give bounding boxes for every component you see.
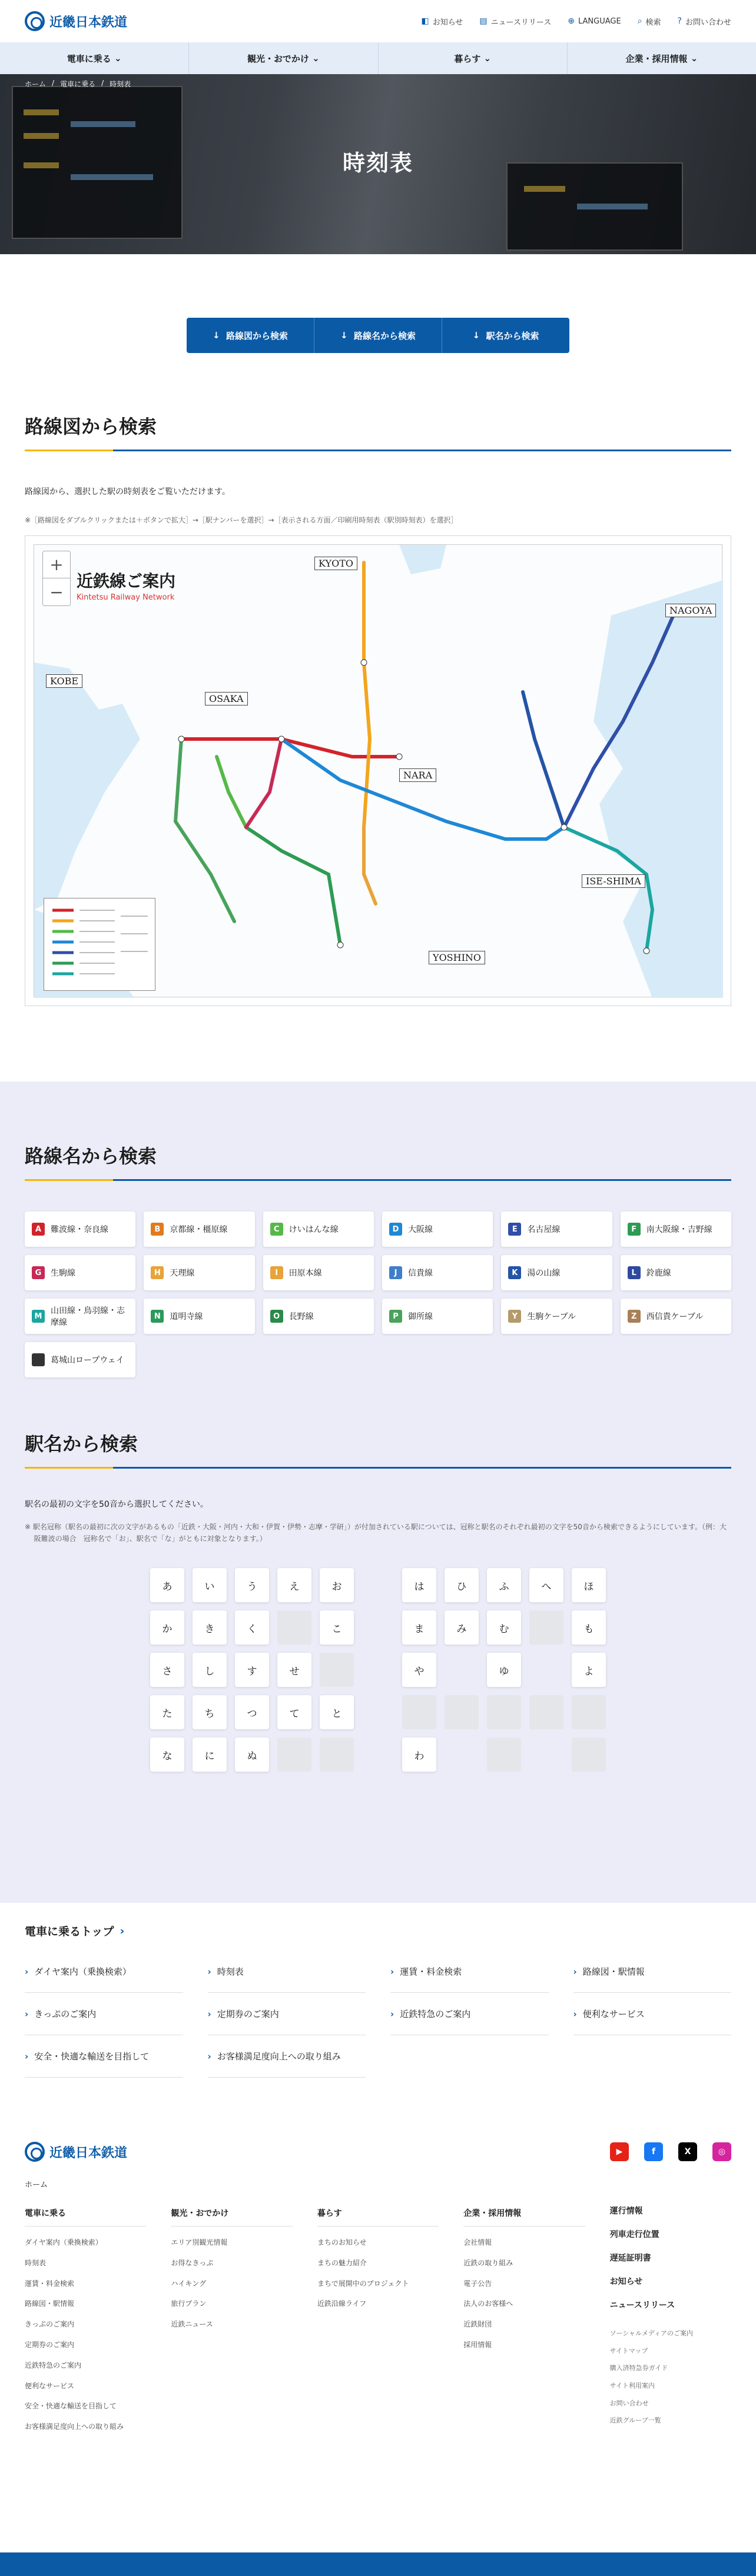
kana-button-disabled	[529, 1695, 563, 1729]
zoom-in-button[interactable]: +	[43, 551, 70, 579]
kana-button[interactable]: ひ	[445, 1568, 479, 1602]
kana-empty	[445, 1653, 479, 1687]
related-link[interactable]	[390, 1993, 549, 2035]
kana-empty	[529, 1653, 563, 1687]
map-section-title: 路線図から検索	[25, 412, 731, 451]
map-section-note: ※［路線図をダブルクリックまたは＋ボタンで拡大］→［駅ナンバーを選択］→［表示される方面／印刷用時刻表（駅別時刻表）を選択］	[25, 515, 458, 524]
tab-station-search[interactable]: ↓ 駅名から検索	[472, 330, 539, 341]
footer-link[interactable]: ダイヤ案内（乗換検索）	[25, 2238, 102, 2246]
line-item[interactable]	[144, 1299, 254, 1334]
footer-columns	[25, 2207, 731, 2437]
line-item[interactable]	[263, 1299, 374, 1334]
chevron-right-icon: ›	[25, 1966, 29, 1977]
footer-column-heading[interactable]: 企業・採用情報	[463, 2207, 585, 2226]
kana-button[interactable]: み	[445, 1610, 479, 1645]
line-badge: P	[389, 1310, 402, 1323]
city-kobe: KOBE	[46, 674, 82, 688]
footer-link[interactable]: 法人のお客様へ	[463, 2299, 513, 2308]
related-link-label: 時刻表	[217, 1966, 244, 1977]
youtube-icon[interactable]: ▶	[610, 2142, 629, 2161]
kana-button-disabled	[445, 1695, 479, 1729]
footer-small-link[interactable]: お問い合わせ	[609, 2399, 649, 2407]
chevron-right-icon: ›	[390, 1966, 394, 1977]
line-name: 田原本線	[289, 1269, 322, 1278]
logo-text: 近畿日本鉄道	[49, 15, 128, 30]
kana-button-disabled	[320, 1653, 354, 1687]
logo-mark-icon	[25, 2142, 45, 2162]
related-grid	[25, 1951, 731, 2078]
map-zoom-control	[42, 551, 71, 606]
line-badge: B	[151, 1223, 164, 1236]
kana-empty	[445, 1738, 479, 1772]
kana-button[interactable]: つ	[235, 1695, 269, 1729]
footer-link[interactable]: 近鉄ニュース	[171, 2320, 213, 2329]
line-item[interactable]	[501, 1212, 612, 1247]
kana-button[interactable]: わ	[402, 1738, 436, 1772]
footer-logo[interactable]	[25, 2142, 127, 2162]
footer-link[interactable]: 定期券のご案内	[25, 2340, 75, 2349]
megaphone-icon: ◧	[421, 16, 429, 26]
line-badge: N	[151, 1310, 164, 1323]
line-name: 湯の山線	[527, 1269, 561, 1278]
tab-map-search[interactable]: ↓ 路線図から検索	[187, 318, 314, 353]
kana-button[interactable]: て	[277, 1695, 311, 1729]
line-name: 葛城山ロープウェイ	[51, 1356, 124, 1365]
related-link[interactable]	[208, 1993, 366, 2035]
facebook-icon[interactable]: f	[644, 2142, 663, 2161]
footer-link[interactable]: 路線図・駅情報	[25, 2299, 75, 2308]
footer-link[interactable]: 時刻表	[25, 2258, 47, 2267]
line-name: 南大阪線・吉野線	[646, 1225, 712, 1234]
kana-button[interactable]: よ	[572, 1653, 606, 1687]
kana-button-disabled	[320, 1738, 354, 1772]
line-item[interactable]	[144, 1212, 254, 1247]
city-yoshino: YOSHINO	[429, 951, 485, 964]
related-link[interactable]	[25, 2035, 183, 2078]
line-name: 天理線	[170, 1269, 195, 1278]
kana-button[interactable]: ゆ	[487, 1653, 521, 1687]
station-section-title: 駅名から検索	[25, 1429, 731, 1469]
footer-column	[463, 2207, 585, 2437]
line-name: 生駒ケーブル	[527, 1312, 576, 1322]
tab-line-search[interactable]: ↓ 路線名から検索	[314, 318, 442, 353]
related-link-label: 路線図・駅情報	[582, 1966, 645, 1977]
line-item[interactable]	[621, 1299, 731, 1334]
kana-button[interactable]: ち	[193, 1695, 227, 1729]
city-ise-shima: ISE-SHIMA	[582, 874, 645, 888]
footer-side-link[interactable]: ニュースリリース	[609, 2301, 675, 2310]
footer-home-link[interactable]: ホーム	[25, 2181, 48, 2189]
related-link[interactable]	[208, 2035, 366, 2078]
footer-column	[317, 2207, 439, 2437]
kana-button[interactable]: こ	[320, 1610, 354, 1645]
kana-button[interactable]: く	[235, 1610, 269, 1645]
util-news[interactable]: ◧ お知らせ	[421, 16, 463, 27]
footer-link[interactable]: エリア別観光情報	[171, 2238, 228, 2246]
site-footer	[0, 2142, 756, 2437]
kana-button-disabled	[402, 1695, 436, 1729]
kana-button-disabled	[487, 1738, 521, 1772]
route-map-frame	[25, 535, 731, 1006]
related-link-label: 安全・快適な輸送を目指して	[34, 2051, 150, 2062]
line-name: 鈴鹿線	[646, 1269, 671, 1278]
kana-button[interactable]: ま	[402, 1610, 436, 1645]
line-item[interactable]	[25, 1342, 135, 1377]
kana-button-disabled	[572, 1695, 606, 1729]
line-name: 西信貴ケーブル	[646, 1312, 704, 1322]
line-name: 生駒線	[51, 1269, 75, 1278]
line-badge: H	[151, 1266, 164, 1279]
kana-button[interactable]: ふ	[487, 1568, 521, 1602]
footer-link[interactable]: ハイキング	[171, 2279, 207, 2288]
footer-side-link[interactable]: お知らせ	[609, 2277, 643, 2287]
line-item[interactable]	[382, 1255, 493, 1290]
kana-group-left	[150, 1568, 354, 1772]
city-nagoya: NAGOYA	[665, 604, 716, 617]
global-nav	[0, 42, 756, 74]
site-logo[interactable]	[25, 11, 127, 31]
footer-column	[171, 2207, 292, 2437]
kana-button[interactable]: い	[193, 1568, 227, 1602]
search-icon: ⌕	[637, 16, 642, 26]
map-section-desc: 路線図から、選択した駅の時刻表をご覧いただけます。	[25, 487, 230, 497]
line-item[interactable]	[621, 1212, 731, 1247]
footer-link[interactable]: 安全・快適な輸送を目指して	[25, 2402, 117, 2411]
line-item[interactable]	[621, 1255, 731, 1290]
footer-link[interactable]: 近鉄沿線ライフ	[317, 2299, 367, 2308]
related-link[interactable]	[390, 1951, 549, 1993]
related-link-label: ダイヤ案内（乗換検索）	[34, 1966, 131, 1977]
chevron-right-icon: ›	[207, 2008, 211, 2019]
line-badge	[32, 1353, 45, 1366]
line-name: 大阪線	[407, 1225, 433, 1234]
kana-button[interactable]: ぬ	[235, 1738, 269, 1772]
footer-link[interactable]: 近鉄の取り組み	[463, 2258, 513, 2267]
city-nara: NARA	[399, 768, 436, 782]
line-badge: M	[32, 1310, 45, 1323]
crumb-home[interactable]: ホーム	[25, 80, 47, 88]
kana-empty	[529, 1738, 563, 1772]
map-title	[77, 568, 175, 602]
related-title[interactable]: 電車に乗るトップ ›	[25, 1924, 125, 1938]
line-badge: L	[628, 1266, 641, 1279]
util-language[interactable]: ⊕ LANGUAGE	[568, 16, 621, 26]
line-section-title: 路線名から検索	[25, 1141, 731, 1181]
related-links	[0, 1923, 756, 2078]
footer-column-heading[interactable]: 電車に乗る	[25, 2207, 146, 2226]
hero-banner	[0, 74, 756, 254]
site-header	[0, 0, 756, 42]
footer-column	[25, 2207, 146, 2437]
kana-button[interactable]: た	[150, 1695, 184, 1729]
kana-button[interactable]: あ	[150, 1568, 184, 1602]
kana-button-disabled	[277, 1738, 311, 1772]
footer-link[interactable]: 旅行プラン	[171, 2299, 207, 2308]
line-name: けいはんな線	[289, 1225, 339, 1234]
line-name: 道明寺線	[170, 1312, 203, 1322]
kana-group-right	[402, 1568, 606, 1772]
kana-button[interactable]: か	[150, 1610, 184, 1645]
footer-small-link[interactable]: ソーシャルメディアのご案内	[609, 2329, 693, 2337]
util-releases[interactable]: ▤ ニュースリリース	[479, 16, 552, 27]
logo-mark-icon	[25, 11, 45, 31]
footer-logo-text: 近畿日本鉄道	[49, 2145, 128, 2161]
chevron-right-icon: ›	[207, 1966, 211, 1977]
kana-button[interactable]: え	[277, 1568, 311, 1602]
related-link-label: 近鉄特急のご案内	[400, 2009, 471, 2019]
globe-icon: ⊕	[568, 16, 575, 26]
line-name: 御所線	[407, 1312, 433, 1322]
util-contact[interactable]: ? お問い合わせ	[677, 16, 731, 27]
kana-button[interactable]: さ	[150, 1653, 184, 1687]
line-item[interactable]	[25, 1299, 135, 1334]
kana-button[interactable]: う	[235, 1568, 269, 1602]
line-badge: D	[389, 1223, 402, 1236]
kana-button[interactable]: な	[150, 1738, 184, 1772]
footer-link[interactable]: まちの魅力紹介	[317, 2258, 367, 2267]
crumb-current: 時刻表	[110, 80, 131, 88]
kana-button-disabled	[487, 1695, 521, 1729]
kana-button-disabled	[529, 1610, 563, 1645]
chevron-right-icon: ›	[207, 2051, 211, 2062]
city-osaka: OSAKA	[205, 692, 248, 705]
footer-link[interactable]: 近鉄特急のご案内	[25, 2361, 82, 2369]
line-name: 難波線・奈良線	[51, 1225, 108, 1234]
line-badge: Z	[628, 1310, 641, 1323]
related-link[interactable]	[573, 1951, 732, 1993]
related-link[interactable]	[208, 1951, 366, 1993]
chevron-right-icon: ›	[25, 2008, 29, 2019]
footer-link[interactable]: 近鉄財団	[463, 2320, 492, 2329]
gnav-sightseeing[interactable]: 観光・おでかけ ⌄	[189, 42, 378, 74]
search-tabs	[187, 318, 569, 353]
search-zone	[0, 1081, 756, 1903]
footer-column-heading[interactable]: 観光・おでかけ	[171, 2207, 292, 2226]
footer-link[interactable]: 便利なサービス	[25, 2381, 75, 2390]
map-legend-drawing	[44, 898, 155, 990]
sns-links	[610, 2142, 731, 2161]
chevron-right-icon: ›	[25, 2051, 29, 2062]
footer-link[interactable]: 採用情報	[463, 2340, 492, 2349]
line-name: 信貴線	[407, 1269, 433, 1278]
chevron-right-icon: ›	[573, 2008, 577, 2019]
footer-link[interactable]: 会社情報	[463, 2238, 492, 2246]
kana-picker	[150, 1568, 606, 1772]
kana-button-disabled	[572, 1738, 606, 1772]
line-item[interactable]	[501, 1299, 612, 1334]
utility-nav	[421, 16, 731, 27]
kana-button[interactable]: や	[402, 1653, 436, 1687]
map-title-en: Kintetsu Railway Network	[77, 593, 175, 602]
kana-button[interactable]: も	[572, 1610, 606, 1645]
kana-button-disabled	[277, 1610, 311, 1645]
chevron-right-icon: ›	[573, 1966, 577, 1977]
kana-button[interactable]: し	[193, 1653, 227, 1687]
chevron-right-icon: ›	[390, 2008, 394, 2019]
related-link[interactable]	[25, 1951, 183, 1993]
line-badge: I	[270, 1266, 283, 1279]
footer-link[interactable]: きっぷのご案内	[25, 2320, 75, 2329]
line-item[interactable]	[382, 1212, 493, 1247]
line-name: 名古屋線	[527, 1225, 561, 1234]
line-name: 長野線	[289, 1312, 314, 1322]
footer-side-column	[610, 2207, 731, 2437]
related-link-label: 運賃・料金検索	[400, 1966, 462, 1977]
footer-link[interactable]: お得なきっぷ	[171, 2258, 214, 2267]
related-link-label: お客様満足度向上への取り組み	[217, 2051, 341, 2062]
footer-small-link[interactable]: 近鉄グループ一覧	[609, 2417, 661, 2425]
zoom-out-button[interactable]: −	[49, 582, 64, 602]
kana-button[interactable]: す	[235, 1653, 269, 1687]
line-item[interactable]	[263, 1212, 374, 1247]
footer-bottom-bar	[0, 2552, 756, 2576]
line-badge: A	[32, 1223, 45, 1236]
station-section-note: ※ 駅名冠称（駅名の最初に次の文字があるもの「近鉄・大阪・河内・大和・伊賀・伊勢・志摩・学研」）が付加されている駅については、冠称と駅名のそれぞれ最初の文字を50音から検索できるようにしています。（例：大阪難波の場合 冠称名で「お」、駅名で「な」がともに対象となります。）	[25, 1522, 727, 1543]
page-title: 時刻表	[342, 150, 413, 176]
footer-link[interactable]: まちで展開中のプロジェクト	[317, 2279, 409, 2288]
footer-link[interactable]: まちのお知らせ	[317, 2238, 367, 2246]
line-item[interactable]	[25, 1255, 135, 1290]
line-item[interactable]	[263, 1255, 374, 1290]
footer-link[interactable]: 運賃・料金検索	[25, 2279, 75, 2288]
kana-button[interactable]: と	[320, 1695, 354, 1729]
line-badge: G	[32, 1266, 45, 1279]
line-item[interactable]	[382, 1299, 493, 1334]
related-link[interactable]	[573, 1993, 732, 2035]
kana-button[interactable]: は	[402, 1568, 436, 1602]
route-map[interactable]	[34, 544, 722, 997]
kana-button[interactable]: き	[193, 1610, 227, 1645]
chevron-right-icon: ›	[120, 1924, 125, 1938]
kana-button[interactable]: ほ	[572, 1568, 606, 1602]
line-badge: C	[270, 1223, 283, 1236]
instagram-icon[interactable]: ◎	[712, 2142, 731, 2161]
line-badge: O	[270, 1310, 283, 1323]
related-link[interactable]	[25, 1993, 183, 2035]
kana-button[interactable]: に	[193, 1738, 227, 1772]
line-badge: F	[628, 1223, 641, 1236]
line-item[interactable]	[501, 1255, 612, 1290]
line-item[interactable]	[25, 1212, 135, 1247]
line-badge: E	[508, 1223, 521, 1236]
footer-small-link[interactable]: サイトマップ	[609, 2347, 648, 2355]
related-link-label: 定期券のご案内	[217, 2009, 279, 2019]
city-kyoto: KYOTO	[314, 557, 357, 570]
kana-button[interactable]: せ	[277, 1653, 311, 1687]
map-legend	[44, 898, 155, 991]
line-list	[25, 1212, 731, 1377]
kana-button[interactable]: お	[320, 1568, 354, 1602]
breadcrumb: ホーム / 電車に乗る / 時刻表	[25, 79, 131, 88]
line-badge: K	[508, 1266, 521, 1279]
gnav-corporate[interactable]: 企業・採用情報 ⌄	[625, 53, 698, 64]
line-badge: J	[389, 1266, 402, 1279]
util-search[interactable]: ⌕ 検索	[637, 16, 661, 27]
gnav-train[interactable]: 電車に乗る ⌄	[0, 42, 189, 74]
x-icon[interactable]: X	[678, 2142, 697, 2161]
footer-link[interactable]: 電子公告	[463, 2279, 492, 2288]
related-link-label: きっぷのご案内	[34, 2009, 97, 2019]
footer-link[interactable]: お客様満足度向上への取り組み	[25, 2422, 124, 2431]
kana-button[interactable]: へ	[529, 1568, 563, 1602]
footer-side-link[interactable]: 遅延証明書	[609, 2254, 651, 2263]
kana-button[interactable]: む	[487, 1610, 521, 1645]
gnav-living[interactable]: 暮らす ⌄	[379, 42, 568, 74]
document-icon: ▤	[479, 16, 488, 26]
footer-small-link[interactable]: 購入済特急券ガイド	[609, 2364, 668, 2372]
question-icon: ?	[677, 16, 682, 26]
line-name: 京都線・橿原線	[170, 1225, 228, 1234]
footer-side-link[interactable]: 列車走行位置	[609, 2230, 659, 2239]
station-section-desc: 駅名の最初の文字を50音から選択してください。	[25, 1500, 208, 1509]
map-title-jp: 近鉄線ご案内	[77, 571, 176, 591]
line-badge: Y	[508, 1310, 521, 1323]
line-item[interactable]	[144, 1255, 254, 1290]
footer-column-heading[interactable]: 暮らす	[317, 2207, 439, 2226]
related-link-label: 便利なサービス	[582, 2009, 645, 2019]
crumb-train[interactable]: 電車に乗る	[60, 80, 96, 88]
footer-small-link[interactable]: サイト利用案内	[609, 2382, 655, 2390]
line-name: 山田線・鳥羽線・志摩線	[51, 1306, 125, 1327]
footer-side-link[interactable]: 運行情報	[609, 2206, 643, 2216]
